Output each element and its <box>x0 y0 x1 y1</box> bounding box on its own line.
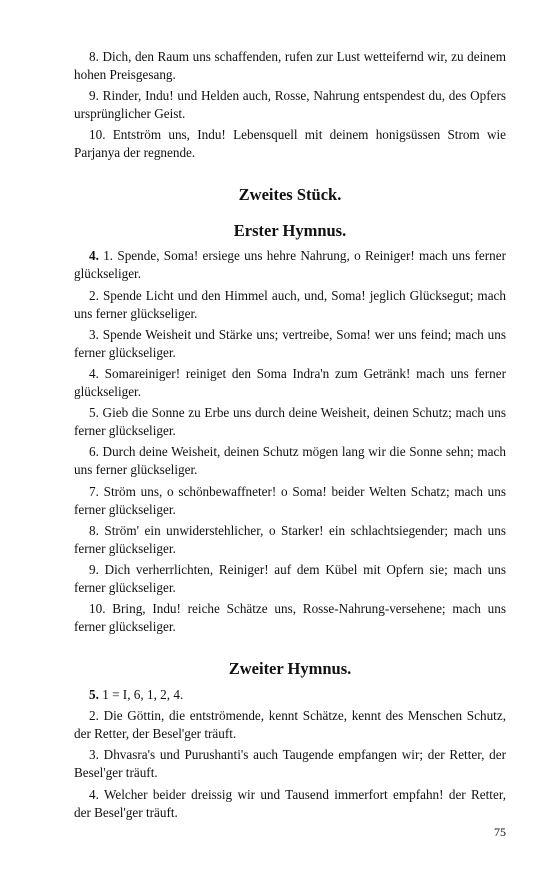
verse: 2. Die Göttin, die entströmende, kennt Schätze, kennt des Menschen Schutz, der Retter, der Besel'ger träuft. <box>74 708 506 742</box>
verse: 8. Ström' ein unwiderstehlicher, o Starker! ein schlachtsiegender; mach uns ferner glückseliger. <box>74 522 506 556</box>
hymn-1-verses <box>74 247 506 636</box>
verse: 8. Dich, den Raum uns schaffenden, rufen zur Lust wetteifernd wir, zu deinem hohen Preisgesang. <box>74 49 506 82</box>
verse-text: 1. Spende, Soma! ersiege uns hehre Nahrung, o Reiniger! mach uns ferner glückseliger. <box>74 248 506 282</box>
verse <box>74 686 506 704</box>
hymn-number: 5. <box>89 687 99 703</box>
verse: 2. Spende Licht und den Himmel auch, und, Soma! jeglich Glücksegut; mach uns ferner glückseliger. <box>74 287 506 321</box>
page-number: 75 <box>494 825 506 839</box>
verse: 9. Dich verherrlichten, Reiniger! auf dem Kübel mit Opfern sie; mach uns ferner glückseliger. <box>74 561 506 595</box>
verse: 10. Entström uns, Indu! Lebensquell mit deinem honigsüssen Strom wie Parjanya der regnende. <box>74 127 506 161</box>
verse: 7. Ström uns, o schönbewaffneter! o Soma! beider Welten Schatz; mach uns ferner glückseliger. <box>74 483 506 517</box>
hymn-2-verses <box>74 686 506 822</box>
verse: 4. Somareiniger! reiniget den Soma Indra'n zum Getränk! mach uns ferner glückseliger. <box>74 365 506 399</box>
verse: 3. Dhvasra's und Purushanti's auch Taugende empfangen wir; der Retter, der Besel'ger träuft. <box>74 747 506 781</box>
hymn-title: Zweiter Hymnus. <box>228 659 352 679</box>
verse: 6. Durch deine Weisheit, deinen Schutz mögen lang wir die Sonne sehn; mach uns ferner glückseliger. <box>74 444 506 478</box>
verse <box>74 247 506 283</box>
verse: 3. Spende Weisheit und Stärke uns; vertreibe, Soma! wer uns feind; mach uns ferner glückseliger. <box>74 326 506 360</box>
hymn-number: 4. <box>89 248 99 264</box>
verse: 10. Bring, Indu! reiche Schätze uns, Rosse-Nahrung-versehene; mach uns ferner glückseliger. <box>74 601 506 635</box>
verse: 4. Welcher beider dreissig wir und Tausend immerfort empfahn! der Retter, der Besel'ger träuft. <box>74 786 506 820</box>
hymn-title: Erster Hymnus. <box>233 221 347 241</box>
verse: 5. Gieb die Sonne zu Erbe uns durch deine Weisheit, deinen Schutz; mach uns ferner glückseliger. <box>74 405 506 439</box>
verse-text: 1 = I, 6, 1, 2, 4. <box>102 687 184 703</box>
intro-verses <box>74 48 506 162</box>
section-title: Zweites Stück. <box>238 185 342 205</box>
verse: 9. Rinder, Indu! und Helden auch, Rosse, Nahrung entspendest du, des Opfers ursprünglicher Geist. <box>74 88 506 122</box>
